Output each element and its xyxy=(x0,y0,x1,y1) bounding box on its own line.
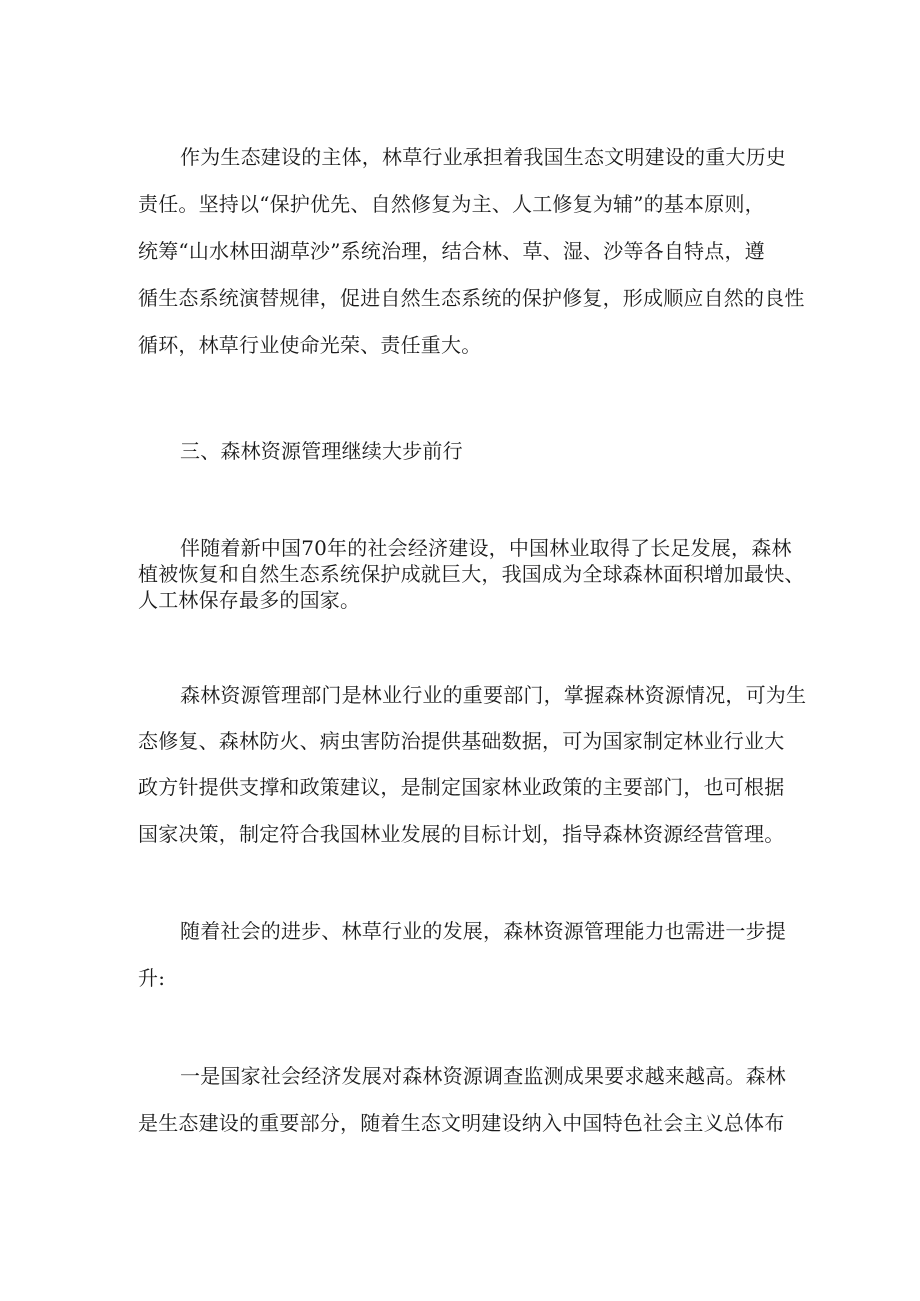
section-heading: 三、森林资源管理继续大步前行 xyxy=(180,439,463,463)
paragraph-1-line-3: 统筹“山水林田湖草沙”系统治理，结合林、草、湿、沙等各自特点，遵 xyxy=(138,239,765,263)
paragraph-4-line-1: 随着社会的进步、林草行业的发展，森林资源管理能力也需进一步提 xyxy=(180,919,786,943)
paragraph-2-line-2: 植被恢复和自然生态系统保护成就巨大，我国成为全球森林面积增加最快、 xyxy=(138,562,805,586)
paragraph-3-line-1: 森林资源管理部门是林业行业的重要部门，掌握森林资源情况，可为生 xyxy=(180,683,807,707)
paragraph-1-line-2: 责任。坚持以“保护优先、自然修复为主、人工修复为辅”的基本原则， xyxy=(138,192,765,216)
paragraph-3-line-3: 政方针提供支撑和政策建议，是制定国家林业政策的主要部门，也可根据 xyxy=(138,775,785,799)
paragraph-1-line-5: 循环，林草行业使命光荣、责任重大。 xyxy=(138,333,482,357)
paragraph-1-line-4: 循生态系统演替规律，促进自然生态系统的保护修复，形成顺应自然的良性 xyxy=(138,286,805,310)
paragraph-3-line-2: 态修复、森林防火、病虫害防治提供基础数据，可为国家制定林业行业大 xyxy=(138,729,785,753)
paragraph-2-line-3: 人工林保存最多的国家。 xyxy=(138,588,361,612)
paragraph-2-line-1: 伴随着新中国70年的社会经济建设，中国林业取得了长足发展，森林 xyxy=(180,536,792,560)
paragraph-3-line-4: 国家决策，制定符合我国林业发展的目标计划，指导森林资源经营管理。 xyxy=(138,822,785,846)
paragraph-1-line-1: 作为生态建设的主体，林草行业承担着我国生态文明建设的重大历史 xyxy=(180,145,786,169)
paragraph-5-line-1: 一是国家社会经济发展对森林资源调查监测成果要求越来越高。森林 xyxy=(180,1064,786,1088)
paragraph-4-line-2: 升: xyxy=(138,966,166,990)
paragraph-5-line-2: 是生态建设的重要部分，随着生态文明建设纳入中国特色社会主义总体布 xyxy=(138,1111,785,1135)
